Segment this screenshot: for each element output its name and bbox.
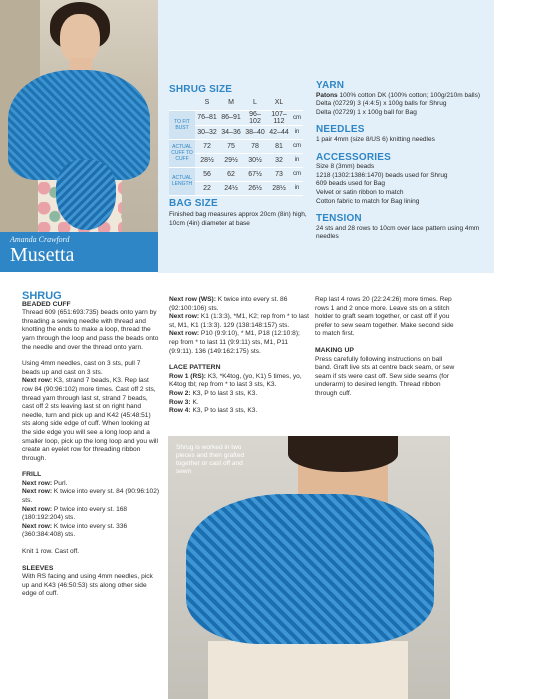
making-up-heading: MAKING UP	[315, 346, 354, 354]
tension-heading: TENSION	[316, 213, 362, 225]
table-row	[169, 110, 303, 125]
frill-heading: FRILL	[22, 471, 42, 479]
table-cell: 72	[195, 139, 219, 153]
making-up-text: Press carefully following instructions on ball band. Graft live sts at centre back seam, or sew seam if sts were cast off. Sew side seams (for underarm) to desired length. Thread ribbon through cuff.	[315, 355, 455, 397]
next-row	[169, 330, 309, 356]
table-cell: 32	[267, 153, 291, 167]
row-label-cuff: ACTUAL CUFF TO CUFF	[169, 139, 195, 167]
table-cell: 29½	[219, 153, 243, 167]
row-key: Next row:	[22, 505, 53, 513]
row-text: P10 (9:9:10), * M1, P18 (12:10:8); rep from * to last 11 (9:9:11) sts, M1, P11 (9:9:11). 136 (149:162:175) sts.	[169, 330, 300, 355]
row-key: Row 3:	[169, 398, 191, 406]
yarn-heading: YARN	[316, 80, 345, 91]
lace-row	[169, 390, 309, 399]
designer-name: Amanda Crawford	[10, 235, 70, 244]
beaded-cuff-p3	[22, 377, 160, 463]
table-cell: 81	[267, 139, 291, 153]
yarn-shrug-qty: Delta (02729) 3 (4:4:5) x 100g balls for Shrug	[316, 100, 447, 108]
size-header-row	[169, 96, 303, 110]
row-text: K3, P to last 3 sts, K3.	[192, 389, 258, 397]
sleeves-text: With RS facing and using 4mm needles, pick up and K43 (46:50:53) sts along other side edge of cuff.	[22, 573, 153, 598]
frill-row	[22, 506, 160, 523]
table-cell: 28½	[195, 153, 219, 167]
frill-row	[22, 480, 160, 489]
table-cell: 86–91	[219, 110, 243, 125]
shrug-back-view	[186, 494, 434, 644]
needles-heading: NEEDLES	[316, 124, 365, 136]
table-cell: 96–102	[243, 110, 267, 125]
table-cell: 62	[219, 167, 243, 181]
row-text: K twice into every st. 86 (92:100:106) sts.	[169, 296, 288, 312]
row-text: K.	[192, 398, 199, 406]
table-cell: 30½	[243, 153, 267, 167]
row-key: Next row:	[22, 488, 53, 496]
materials-column	[316, 82, 486, 251]
row-label-length: ACTUAL LENGTH	[169, 167, 195, 195]
lace-row	[169, 399, 309, 408]
row-text: K3, P to last 3 sts, K3.	[192, 407, 258, 415]
unit-cell: in	[291, 181, 303, 195]
size-s: S	[195, 96, 219, 110]
row-key: Next row:	[22, 522, 53, 530]
table-cell: 38–40	[243, 125, 267, 139]
next-row	[169, 313, 309, 330]
row-text: K3, strand 7 beads, K3. Rep last row 84 (90:96:102) more times. Cast off 2 sts, thread yarn through last st, strand 7 beads, cast off 2 sts leaving last st on right hand needle, turn and pick up and K42 (45:48:51) sts along side edge of cuff. When looking at the side edge you will see a long loop and a smaller loop, pick up the long loop and you will create an eyelet row for threading ribbon through.	[22, 377, 158, 462]
lace-pattern-heading: LACE PATTERN	[169, 364, 221, 372]
list-item: 1218 (1302:1386:1470) beads used for Shrug	[316, 171, 448, 179]
yarn-desc: 100% cotton DK (100% cotton; 100g/210m balls)	[339, 91, 481, 99]
beaded-cuff-p1: Thread 609 (651:693:735) beads onto yarn by threading a sewing needle with thread and knotting the ends to make a loop, thread the yarn through the loop and pass the beads onto the needle and over the thread onto yarn.	[22, 309, 159, 351]
row-text: K3, *K4tog, (yo, K1) 5 times, yo, K4tog tbl; rep from * to last 3 sts, K3.	[169, 372, 302, 389]
table-cell: 76–81	[195, 110, 219, 125]
bag-size-text: Finished bag measures approx 20cm (8in) high, 10cm (4in) diameter at base	[169, 211, 307, 227]
beaded-cuff-heading: BEADED CUFF	[22, 300, 71, 308]
lace-row	[169, 373, 309, 390]
table-cell: 26½	[243, 181, 267, 195]
table-cell: 34–36	[219, 125, 243, 139]
table-cell: 73	[267, 167, 291, 181]
row-text: P twice into every st. 168 (180:192:204) sts.	[22, 505, 128, 522]
shrug-heading: SHRUG	[22, 290, 62, 302]
table-cell: 22	[195, 181, 219, 195]
unit-cell: in	[291, 153, 303, 167]
pattern-name: Musetta	[10, 244, 75, 266]
unit-cell: in	[291, 125, 303, 139]
instructions-column-2	[169, 296, 309, 416]
row-key: Row 2:	[169, 389, 191, 397]
beaded-bag-illustration	[56, 160, 116, 230]
instructions-column-1	[22, 292, 160, 599]
repeat-text: Rep last 4 rows 20 (22:24:26) more times. Rep rows 1 and 2 once more. Leave sts on a stitch holder to graft seam together, or cast off if you prefer to sew seam together. Make second side to match first.	[315, 296, 454, 338]
size-xl: XL	[267, 96, 291, 110]
photo-caption: Shrug is worked in two pieces and then grafted together or cast off and sewn	[176, 444, 244, 475]
unit-cell: cm	[291, 167, 303, 181]
row-key: Next row:	[169, 313, 200, 321]
size-m: M	[219, 96, 243, 110]
yarn-brand: Patons	[316, 91, 338, 99]
size-table	[169, 96, 303, 196]
row-key: Next row:	[22, 479, 53, 487]
row-key: Next row (WS):	[169, 296, 216, 303]
frill-end: Knit 1 row. Cast off.	[22, 548, 80, 556]
list-item: Cotton fabric to match for Bag lining	[316, 197, 420, 205]
table-row	[169, 139, 303, 153]
list-item: 609 beads used for Bag	[316, 180, 386, 188]
model-photo-back	[168, 436, 450, 699]
table-cell: 42–44	[267, 125, 291, 139]
table-cell: 28½	[267, 181, 291, 195]
row-key: Next row:	[22, 377, 53, 385]
accessories-heading: ACCESSORIES	[316, 151, 391, 163]
lace-row	[169, 407, 309, 416]
yarn-bag-qty: Delta (02729) 1 x 100g ball for Bag	[316, 108, 417, 116]
list-item: Size 8 (3mm) beads	[316, 163, 375, 171]
row-key: Next row:	[169, 330, 200, 338]
table-cell: 30–32	[195, 125, 219, 139]
spec-panel	[158, 0, 494, 273]
row-text: K twice into every st. 336 (360:384:408) sts.	[22, 522, 128, 539]
ws-row	[169, 296, 309, 313]
table-cell: 24½	[219, 181, 243, 195]
table-cell: 67½	[243, 167, 267, 181]
table-cell: 107–112	[267, 110, 291, 125]
unit-cell: cm	[291, 110, 303, 125]
tension-text: 24 sts and 28 rows to 10cm over lace pattern using 4mm needles	[316, 224, 480, 241]
pattern-title-box	[0, 232, 158, 272]
list-item: Velvet or satin ribbon to match	[316, 188, 404, 196]
beaded-cuff-p2: Using 4mm needles, cast on 3 sts, pull 7 beads up and cast on 3 sts.	[22, 360, 141, 376]
table-cell: 78	[243, 139, 267, 153]
frill-row	[22, 488, 160, 505]
table-cell: 56	[195, 167, 219, 181]
accessories-list	[316, 163, 486, 206]
row-text: K1 (1:3:3), *M1, K2; rep from * to last st, M1, K1 (1:3:3). 129 (138:148:157) sts.	[169, 313, 309, 329]
needles-text: 1 pair 4mm (size 8/US 6) knitting needles	[316, 135, 435, 143]
row-text: K twice into every st. 84 (90:96:102) sts.	[22, 488, 160, 505]
frill-row	[22, 523, 160, 540]
row-key: Row 1 (RS):	[169, 372, 206, 380]
row-key: Row 4:	[169, 407, 191, 415]
yarn-text	[316, 92, 486, 118]
model-photo-top	[0, 0, 158, 232]
sleeves-heading: SLEEVES	[22, 564, 54, 572]
unit-cell: cm	[291, 139, 303, 153]
row-label-bust: TO FIT BUST	[169, 110, 195, 139]
shrug-size-heading: SHRUG SIZE	[169, 84, 233, 95]
instructions-column-3	[315, 296, 455, 399]
bag-size-heading: BAG SIZE	[169, 198, 218, 209]
table-row	[169, 167, 303, 181]
table-cell: 75	[219, 139, 243, 153]
row-text: Purl.	[53, 479, 68, 487]
size-l: L	[243, 96, 267, 110]
